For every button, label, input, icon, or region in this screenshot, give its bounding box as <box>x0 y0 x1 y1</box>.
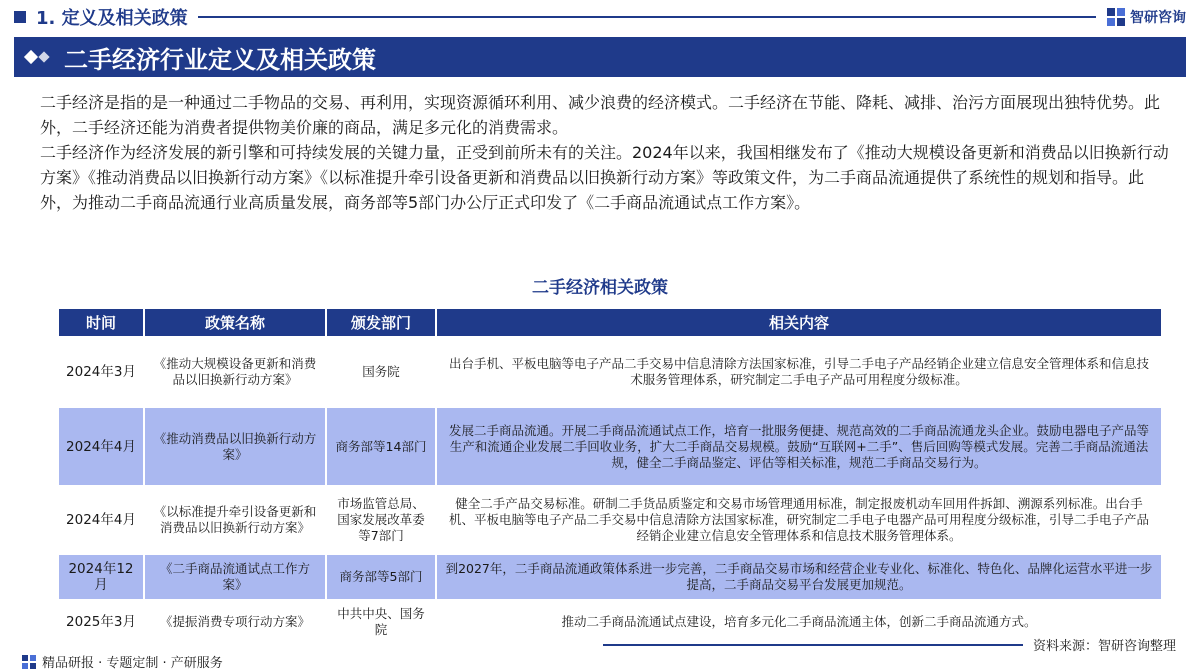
brand-name: 智研咨询 <box>1130 10 1186 26</box>
table-row <box>59 487 1161 553</box>
top-bar <box>0 0 1200 34</box>
cell-time: 2024年4月 <box>59 487 143 553</box>
cell-content: 推动二手商品流通试点建设，培育多元化二手商品流通主体，创新二手商品流通方式。 <box>437 601 1161 643</box>
cell-department: 市场监管总局、国家发展改革委等7部门 <box>327 487 435 553</box>
cell-department: 国务院 <box>327 338 435 406</box>
cell-time: 2024年12月 <box>59 555 143 599</box>
brand-logo <box>1106 7 1186 27</box>
intro-text <box>40 90 1170 215</box>
cell-policy-name: 《以标准提升牵引设备更新和消费品以旧换新行动方案》 <box>145 487 325 553</box>
cell-content: 出台手机、平板电脑等电子产品二手交易中信息清除方法国家标准，引导二手电子产品经销企业建立信息安全管理体系和信息技术服务管理体系，研究制定二手电子产品可用程度分级标准。 <box>437 338 1161 406</box>
section-square-icon <box>14 11 26 23</box>
brand-mark-icon <box>22 655 36 669</box>
cell-time: 2024年3月 <box>59 338 143 406</box>
policy-table <box>57 307 1163 645</box>
table-row <box>59 408 1161 485</box>
intro-paragraph-1: 二手经济是指的是一种通过二手物品的交易、再利用，实现资源循环利用、减少浪费的经济模式。二手经济在节能、降耗、减排、治污方面展现出独特优势。此外，二手经济还能为消费者提供物美价廉的商品，满足多元化的消费需求。 <box>40 93 1161 137</box>
cell-policy-name: 《二手商品流通试点工作方案》 <box>145 555 325 599</box>
intro-paragraph-2: 二手经济作为经济发展的新引擎和可持续发展的关键力量，正受到前所未有的关注。2024年以来，我国相继发布了《推动大规模设备更新和消费品以旧换新行动方案》《推动消费品以旧换新行动方案》《以标准提升牵引设备更新和消费品以旧换新行动方案》等政策文件，为二手商品流通提供了系统性的规划和指导。此外，为推动二手商品流通行业高质量发展，商务部等5部门办公厅正式印发了《二手商品流通试点工作方案》。 <box>40 143 1169 212</box>
cell-policy-name: 《推动消费品以旧换新行动方案》 <box>145 408 325 485</box>
cell-department: 商务部等14部门 <box>327 408 435 485</box>
cell-time: 2025年3月 <box>59 601 143 643</box>
footer <box>22 652 223 671</box>
source-note <box>603 635 1176 654</box>
header-policy-name: 政策名称 <box>145 309 325 336</box>
cell-content: 健全二手产品交易标准。研制二手货品质鉴定和交易市场管理通用标准，制定报废机动车回用件拆卸、溯源系列标准。出台手机、平板电脑等电子产品二手交易中信息清除方法国家标准，研究制定二手电子电器产品可用程度分级标准，引导二手电子产品经销企业建立信息安全管理体系和信息技术服务管理体系。 <box>437 487 1161 553</box>
top-rule <box>198 16 1096 18</box>
brand-logo-icon <box>1106 7 1126 27</box>
cell-content: 到2027年，二手商品流通政策体系进一步完善，二手商品交易市场和经营企业专业化、标准化、特色化、品牌化运营水平进一步提高，二手商品交易平台发展更加规范。 <box>437 555 1161 599</box>
table-header-row <box>59 309 1161 336</box>
cell-policy-name: 《提振消费专项行动方案》 <box>145 601 325 643</box>
cell-policy-name: 《推动大规模设备更新和消费品以旧换新行动方案》 <box>145 338 325 406</box>
source-text: 资料来源：智研咨询整理 <box>1032 639 1176 654</box>
cell-department: 商务部等5部门 <box>327 555 435 599</box>
diamond-icon <box>26 52 52 62</box>
table-row <box>59 338 1161 406</box>
footer-text: 精品研报 · 专题定制 · 产研服务 <box>42 656 223 671</box>
header-department: 颁发部门 <box>327 309 435 336</box>
table-title: 二手经济相关政策 <box>532 278 668 298</box>
title-banner <box>14 37 1186 77</box>
section-title: 1. 定义及相关政策 <box>36 8 188 29</box>
table-row <box>59 555 1161 599</box>
cell-content: 发展二手商品流通。开展二手商品流通试点工作，培育一批服务便捷、规范高效的二手商品流通龙头企业。鼓励电器电子产品等生产和流通企业发展二手回收业务，扩大二手商品交易规模。鼓励“互联网+二手”、售后回购等模式发展。完善二手商品流通法规，健全二手商品鉴定、评估等相关标准，规范二手商品交易行为。 <box>437 408 1161 485</box>
header-content: 相关内容 <box>437 309 1161 336</box>
page-title: 二手经济行业定义及相关政策 <box>64 45 376 74</box>
header-time: 时间 <box>59 309 143 336</box>
cell-department: 中共中央、国务院 <box>327 601 435 643</box>
cell-time: 2024年4月 <box>59 408 143 485</box>
source-rule <box>603 644 1023 646</box>
